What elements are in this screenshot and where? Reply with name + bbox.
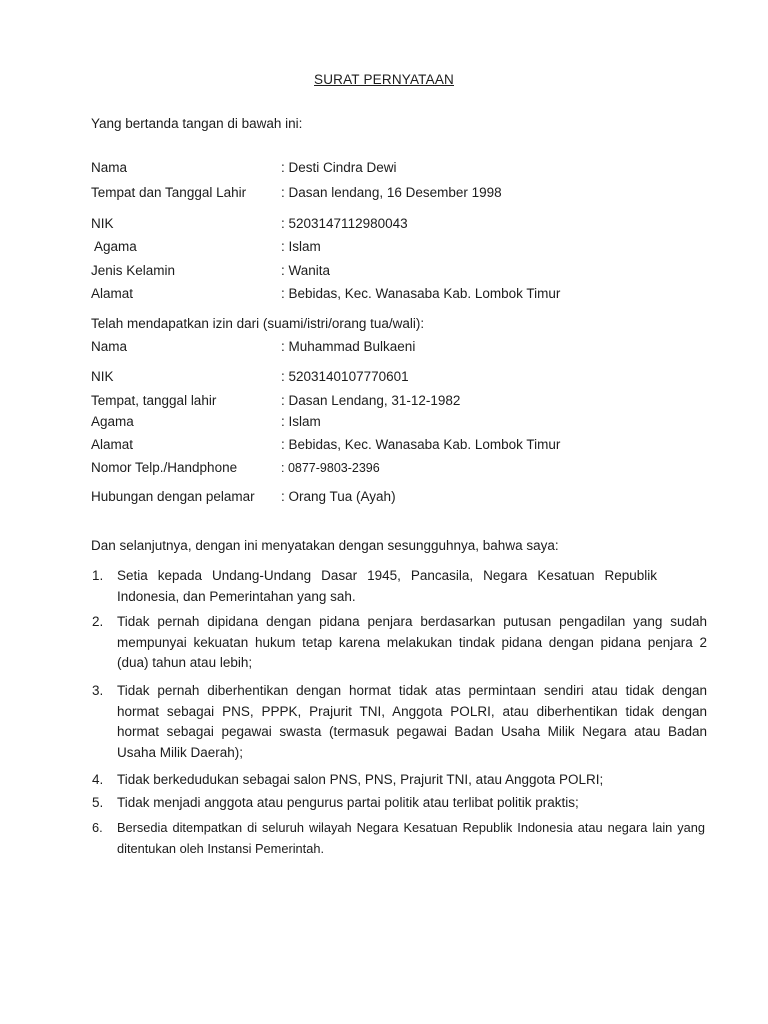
applicant-birth-row [0, 185, 768, 205]
field-label: Agama [94, 239, 137, 254]
statement-text: Tidak pernah diberhentikan dengan hormat tidak atas permintaan sendiri atau tidak dengan hormat sebagai PNS, PPPK, Prajurit TNI, Anggota POLRI, atau diberhentikan tidak dengan hormat sebagai pegawai swasta (termasuk pegawai Badan Usaha Milik Negara atau Badan Usaha Milik Daerah); [117, 683, 707, 760]
guardian-birth-row [0, 393, 768, 413]
field-label: Tempat dan Tanggal Lahir [91, 185, 247, 200]
guardian-relation-row [0, 489, 768, 509]
statement-number: 5. [92, 795, 104, 810]
applicant-gender-row [0, 263, 768, 283]
field-label: NIK [91, 216, 114, 231]
statement-number: 1. [92, 568, 104, 583]
field-label: Hubungan dengan pelamar [91, 489, 255, 504]
statement-text: Tidak menjadi anggota atau pengurus partai politik atau terlibat politik praktis; [117, 795, 579, 810]
field-value: : Dasan lendang, 16 Desember 1998 [281, 185, 502, 200]
field-label: Nama [91, 339, 128, 354]
field-label: Agama [91, 414, 134, 429]
statement-number: 6. [92, 820, 103, 835]
guardian-phone-row [0, 460, 768, 480]
guardian-nik-row [0, 369, 768, 389]
guardian-name-row [0, 339, 768, 359]
permission-line: Telah mendapatkan izin dari (suami/istri/orang tua/wali): [91, 316, 425, 331]
statement-number: 3. [92, 683, 104, 698]
field-value: : 0877-9803-2396 [281, 461, 380, 475]
guardian-address-row [0, 437, 768, 457]
statement-number: 2. [92, 614, 104, 629]
field-value: : Muhammad Bulkaeni [281, 339, 416, 354]
field-value: : Dasan Lendang, 31-12-1982 [281, 393, 461, 408]
applicant-name-row [0, 160, 768, 180]
statement-text: Tidak pernah dipidana dengan pidana penjara berdasarkan putusan pengadilan yang sudah mempunyai kekuatan hukum tetap karena melakukan tindak pidana dengan pidana penjara 2 (dua) tahun atau lebih; [117, 614, 707, 670]
document-title: SURAT PERNYATAAN [314, 72, 454, 87]
field-label: NIK [91, 369, 114, 384]
applicant-address-row [0, 286, 768, 306]
intro-text: Yang bertanda tangan di bawah ini: [91, 116, 303, 131]
field-value: : Bebidas, Kec. Wanasaba Kab. Lombok Timur [281, 437, 561, 452]
statement-text: Bersedia ditempatkan di seluruh wilayah Negara Kesatuan Republik Indonesia atau negara lain yang ditentukan oleh Instansi Pemerintah. [117, 820, 705, 856]
field-label: Nomor Telp./Handphone [91, 460, 238, 475]
field-value: : Desti Cindra Dewi [281, 160, 397, 175]
declaration-intro: Dan selanjutnya, dengan ini menyatakan dengan sesungguhnya, bahwa saya: [91, 538, 559, 553]
field-value: : Wanita [281, 263, 331, 278]
field-value: : 5203140107770601 [281, 369, 409, 384]
statement-number: 4. [92, 772, 104, 787]
field-label: Jenis Kelamin [91, 263, 176, 278]
field-value: : Orang Tua (Ayah) [281, 489, 396, 504]
applicant-nik-row [0, 216, 768, 236]
field-value: : 5203147112980043 [281, 216, 408, 231]
field-value: : Islam [281, 414, 321, 429]
guardian-religion-row [0, 414, 768, 434]
applicant-religion-row [0, 239, 768, 259]
field-label: Alamat [91, 437, 134, 452]
field-value: : Islam [281, 239, 321, 254]
statement-text: Setia kepada Undang-Undang Dasar 1945, Pancasila, Negara Kesatuan Republik Indonesia, dan Pemerintahan yang sah. [117, 568, 657, 604]
field-label: Nama [91, 160, 128, 175]
statement-text: Tidak berkedudukan sebagai salon PNS, PNS, Prajurit TNI, atau Anggota POLRI; [117, 772, 604, 787]
field-value: : Bebidas, Kec. Wanasaba Kab. Lombok Timur [281, 286, 561, 301]
field-label: Tempat, tanggal lahir [91, 393, 217, 408]
field-label: Alamat [91, 286, 134, 301]
